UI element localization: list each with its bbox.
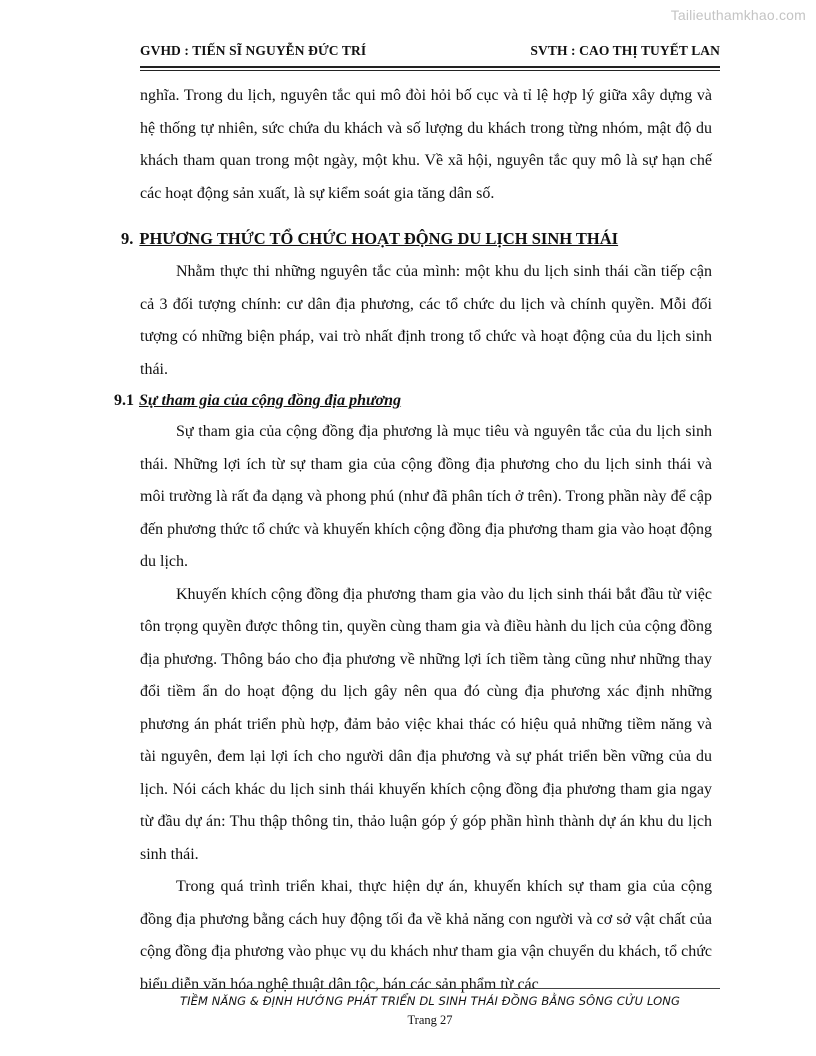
- header-advisor: GVHD : TIẾN SĨ NGUYỄN ĐỨC TRÍ: [140, 43, 367, 58]
- subsection-number: 9.1: [114, 392, 134, 409]
- footer-rule: [140, 988, 720, 989]
- header-student: SVTH : CAO THỊ TUYẾT LAN: [530, 43, 720, 58]
- section-intro-paragraph: Nhằm thực thi những nguyên tắc của mình: một khu du lịch sinh thái cần tiếp cận cả 3 đối tượng chính: cư dân địa phương, các tổ chức du lịch và chính quyền. Mỗi đối tượng có những biện pháp, vai trò nhất định trong tổ chức và hoạt động của du lịch sinh thái.: [140, 263, 712, 378]
- watermark: Tailieuthamkhao.com: [670, 7, 806, 23]
- subsection-title: Sự tham gia của cộng đồng địa phương: [139, 392, 402, 409]
- body-paragraph: Trong quá trình triển khai, thực hiện dự án, khuyến khích sự tham gia của cộng đồng địa phương bằng cách huy động tối đa về khả năng con người và cơ sở vật chất của cộng đồng địa phương vào phục vụ du khách như tham gia vận chuyển du khách, tổ chức biểu diễn văn hóa nghệ thuật dân tộc, bán các sản phẩm từ các: [140, 878, 712, 993]
- body-paragraph: Khuyến khích cộng đồng địa phương tham gia vào du lịch sinh thái bắt đầu từ việc tôn trọng quyền được thông tin, quyền cùng tham gia và điều hành du lịch của cộng đồng địa phương. Thông báo cho địa phương về những lợi ích tiềm tàng cũng như những thay đổi tiềm ẩn do hoạt động du lịch gây nên qua đó cùng địa phương xác định những phương án phát triển phù hợp, đảm bảo việc khai thác có hiệu quả những tiềm năng và tài nguyên, đem lại lợi ích cho người dân địa phương và sự phát triển bền vững của du lịch. Nói cách khác du lịch sinh thái khuyến khích cộng đồng địa phương tham gia ngay từ đầu dự án: Thu thập thông tin, thảo luận góp ý góp phần hình thành dự án khu du lịch sinh thái.: [140, 585, 712, 863]
- subsection-heading-9-1: [114, 386, 712, 416]
- body-paragraph: Sự tham gia của cộng đồng địa phương là mục tiêu và nguyên tắc của du lịch sinh thái. Những lợi ích từ sự tham gia của cộng đồng địa phương cho du lịch sinh thái và môi trường là rất đa dạng và phong phú (như đã phân tích ở trên). Trong phần này để cập đến phương thức tổ chức và khuyến khích cộng đồng địa phương tham gia vào hoạt động du lịch.: [140, 423, 712, 570]
- header-rule: [140, 66, 720, 71]
- section-number: 9.: [121, 229, 134, 248]
- page-content: [114, 80, 712, 1001]
- paragraph-continued: nghĩa. Trong du lịch, nguyên tắc qui mô đòi hỏi bố cục và tỉ lệ hợp lý giữa xây dựng và hệ thống tự nhiên, sức chứa du khách và số lượng du khách trong từng nhóm, mật độ du khách tham quan trong một ngày, một khu. Về xã hội, nguyên tắc quy mô là sự hạn chế các hoạt động sản xuất, là sự kiểm soát gia tăng dân số.: [140, 87, 712, 202]
- section-heading-9: [121, 222, 712, 256]
- footer-title: TIỀM NĂNG & ĐỊNH HƯỚNG PHÁT TRIỂN DL SINH THÁI ĐỒNG BẰNG SÔNG CỬU LONG: [180, 994, 680, 1008]
- page-header: [140, 43, 720, 59]
- page-number: Trang 27: [407, 1013, 453, 1027]
- section-title: PHƯƠNG THỨC TỔ CHỨC HOẠT ĐỘNG DU LỊCH SINH THÁI: [139, 229, 619, 248]
